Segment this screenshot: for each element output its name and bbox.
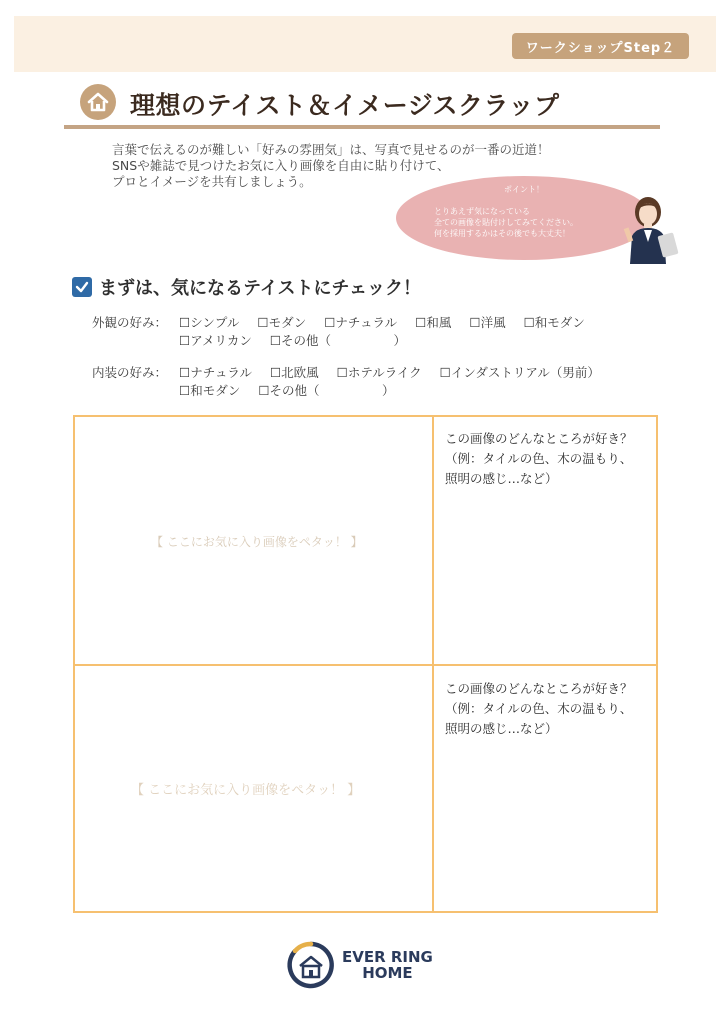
question-line: この画像のどんなところが好き？ xyxy=(445,431,633,446)
intro-line: プロとイメージを共有しましょう。 xyxy=(112,174,312,189)
point-line: 何を採用するかはその後でも大丈夫！ xyxy=(434,229,570,238)
consultant-woman-illustration xyxy=(620,192,680,264)
point-bubble xyxy=(396,176,652,260)
interior-option[interactable]: ☐ナチュラル xyxy=(179,365,252,380)
intro-line: SNSや雑誌で見つけたお気に入り画像を自由に貼り付けて、 xyxy=(112,158,450,173)
point-title: ポイント！ xyxy=(504,185,544,194)
step-badge: ワークショップStep２ xyxy=(512,33,689,59)
interior-option[interactable]: ☐その他（ ） xyxy=(258,383,395,398)
exterior-option[interactable]: ☐シンプル xyxy=(179,315,240,330)
checkbox-checked-icon xyxy=(72,277,92,297)
paste-area-hint[interactable]: 【 ここにお気に入り画像をペタッ！ 】 xyxy=(131,783,361,798)
taste-check-heading xyxy=(72,274,421,300)
exterior-option[interactable]: ☐その他（ ） xyxy=(269,333,407,348)
interior-option[interactable]: ☐北欧風 xyxy=(269,365,319,380)
interior-option[interactable]: ☐和モダン xyxy=(179,383,241,398)
logo-line1: EVER RING xyxy=(342,948,433,966)
paste-area-hint[interactable]: 【 ここにお気に入り画像をペタッ！ 】 xyxy=(151,535,363,549)
point-line: 全ての画像を貼付けしてみてください。 xyxy=(434,218,578,227)
point-line: とりあえず気になっている xyxy=(434,207,530,216)
exterior-option[interactable]: ☐和風 xyxy=(415,315,452,330)
interior-option[interactable]: ☐インダストリアル（男前） xyxy=(439,365,600,380)
exterior-option[interactable]: ☐洋風 xyxy=(469,315,506,330)
intro-line: 言葉で伝えるのが難しい「好みの雰囲気」は、写真で見せるのが一番の近道！ xyxy=(112,142,550,157)
scrap-grid xyxy=(73,415,658,913)
logo-line2: HOME xyxy=(362,964,413,982)
exterior-label: 外観の好み： xyxy=(92,315,168,330)
exterior-option[interactable]: ☐モダン xyxy=(257,315,307,330)
question-block xyxy=(445,679,655,739)
check-heading-text: まずは、気になるテイストにチェック！ xyxy=(99,278,422,299)
exterior-preferences xyxy=(92,314,652,354)
interior-option[interactable]: ☐ホテルライク xyxy=(336,365,422,380)
title-divider xyxy=(64,125,660,129)
logo-text xyxy=(342,949,433,981)
interior-preferences xyxy=(92,364,652,404)
question-line: この画像のどんなところが好き？ xyxy=(445,681,633,696)
question-block xyxy=(445,429,655,489)
grid-divider xyxy=(75,664,656,666)
question-line: （例：タイルの色、木の温もり、 xyxy=(445,451,633,466)
exterior-option[interactable]: ☐アメリカン xyxy=(179,333,252,348)
interior-label: 内装の好み： xyxy=(92,365,168,380)
house-ring-logo-icon xyxy=(286,940,336,990)
ever-ring-home-logo xyxy=(286,940,456,990)
question-line: （例：タイルの色、木の温もり、 xyxy=(445,701,633,716)
exterior-option[interactable]: ☐ナチュラル xyxy=(324,315,398,330)
exterior-option[interactable]: ☐和モダン xyxy=(523,315,585,330)
question-line: 照明の感じ…など） xyxy=(445,721,558,736)
question-line: 照明の感じ…など） xyxy=(445,471,558,486)
house-icon xyxy=(80,84,116,120)
page-title: 理想のテイスト＆イメージスクラップ xyxy=(130,91,560,120)
